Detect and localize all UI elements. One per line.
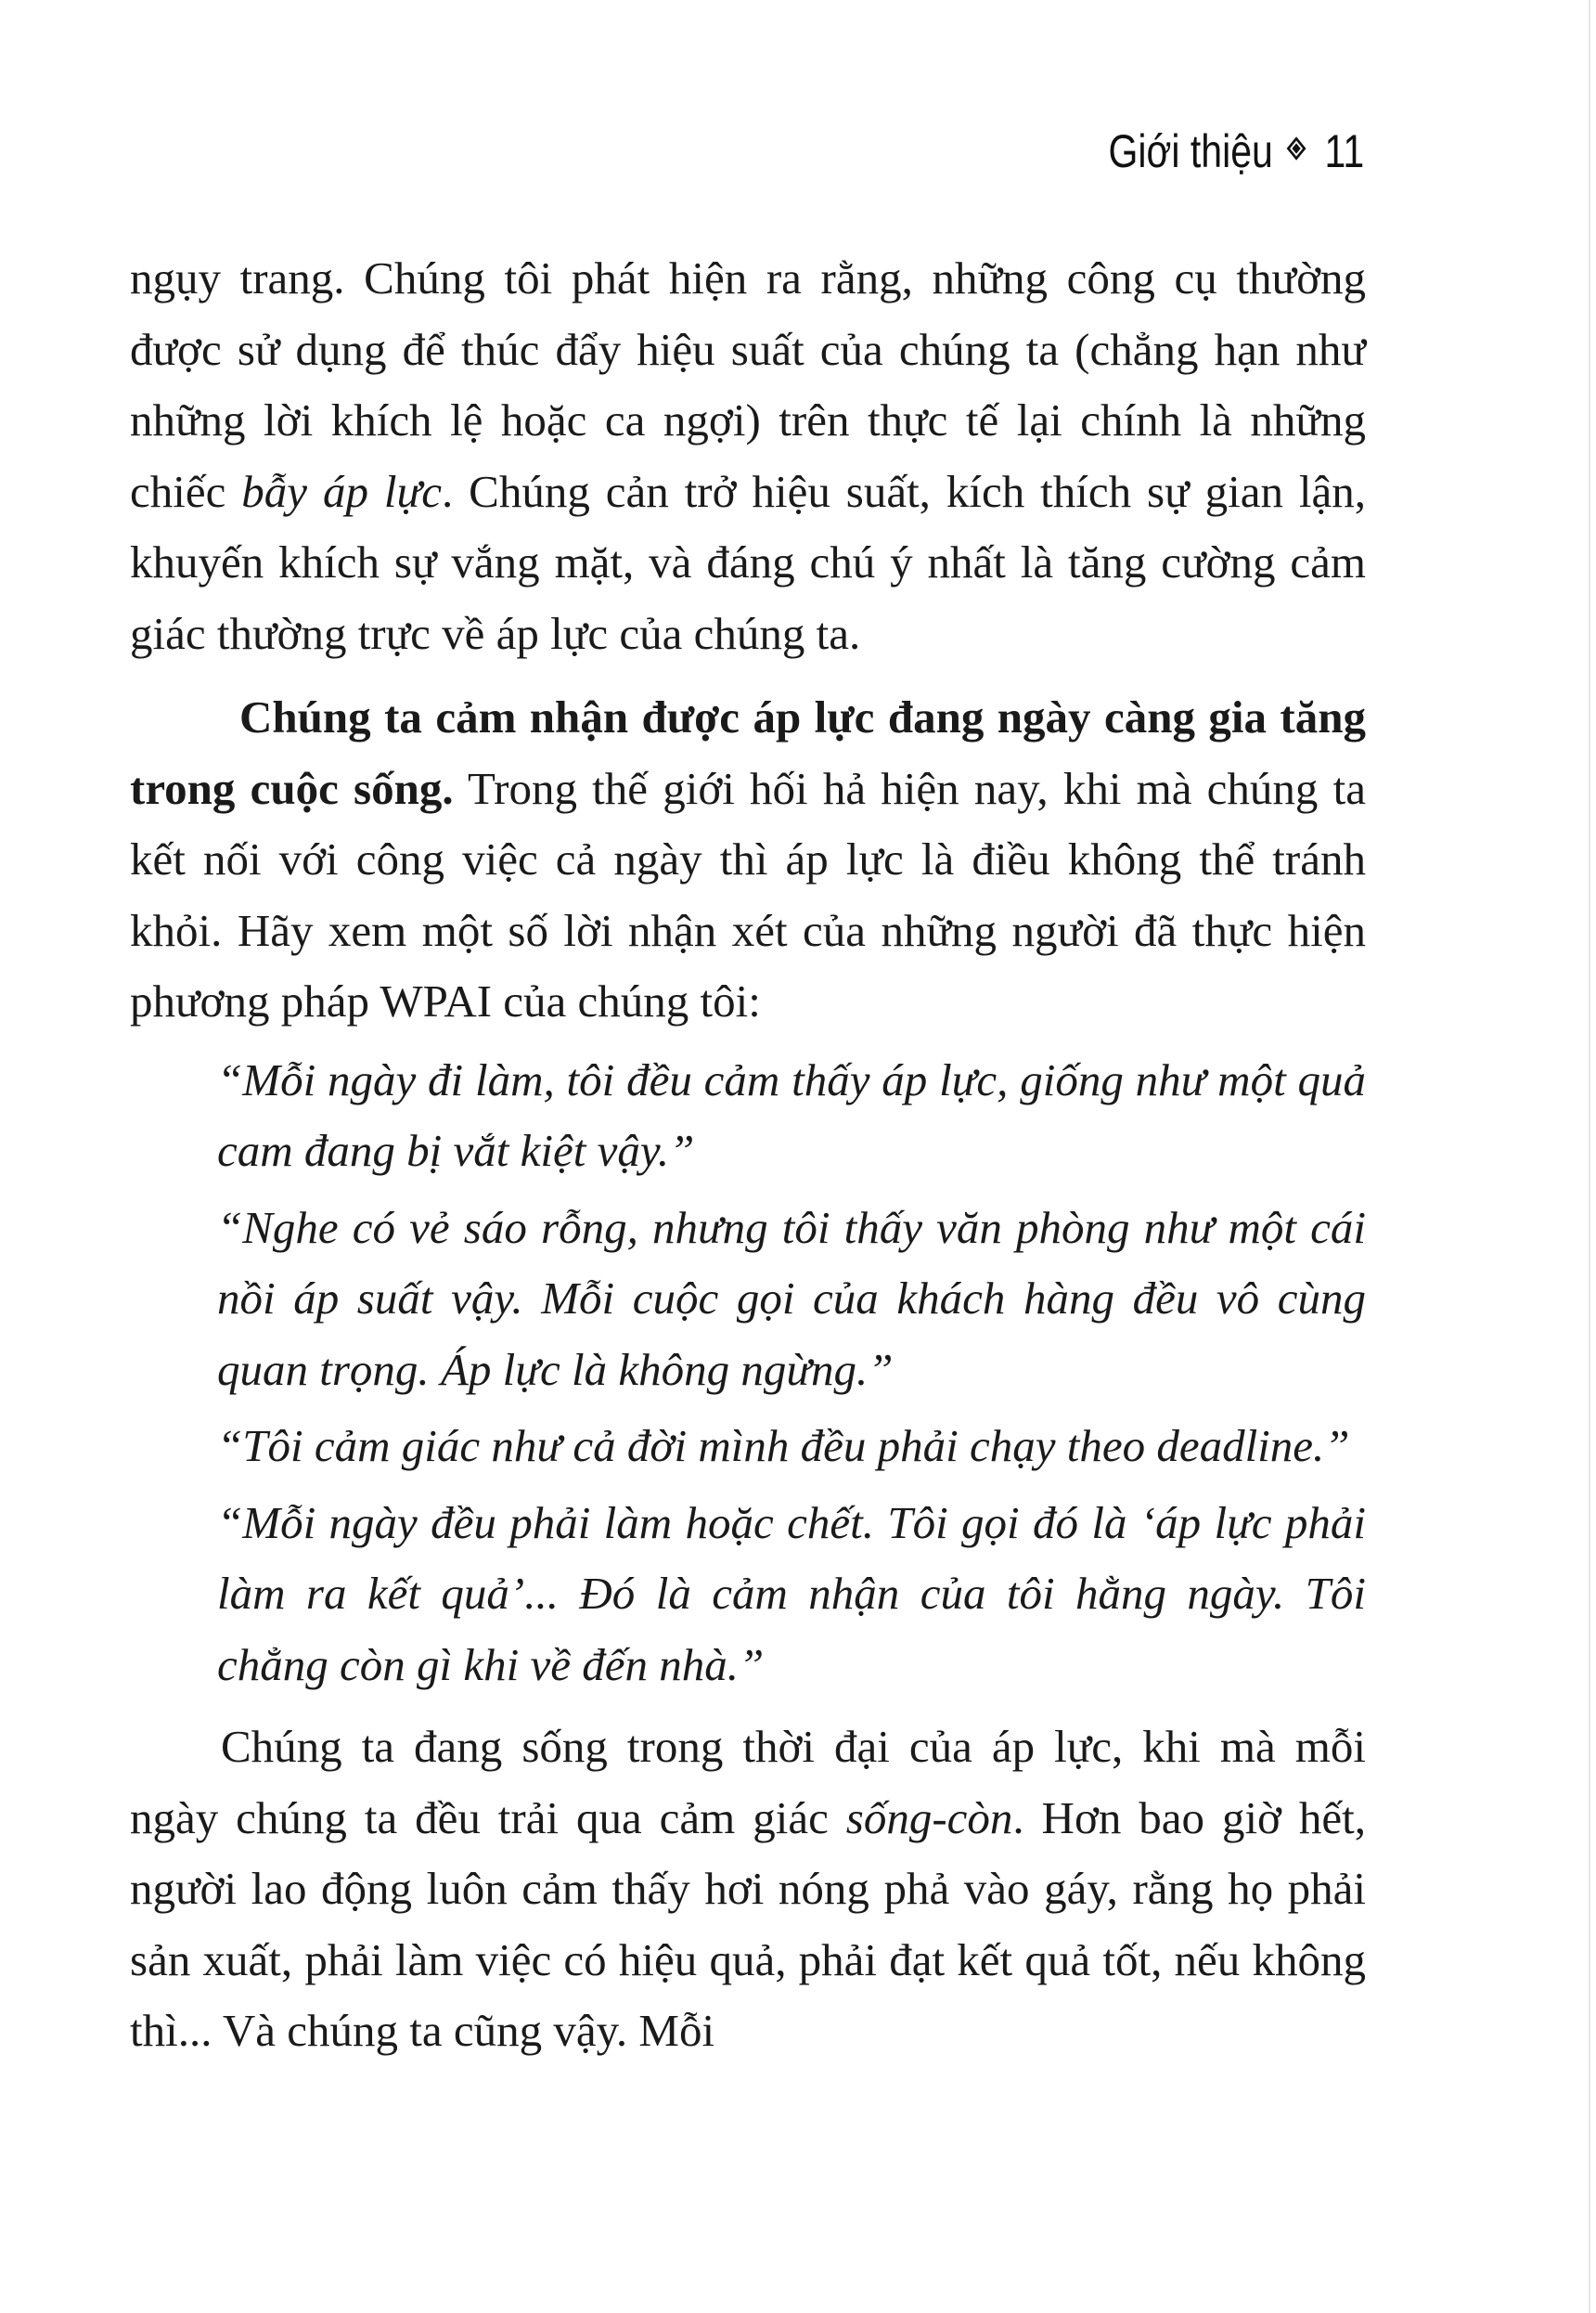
paragraph-3-text-a: Chúng ta đang sống trong thời đại của áp lực, khi mà mỗi ngày chúng ta đều trải qua cảm giác <box>130 1721 1366 1843</box>
paragraph-3 <box>130 1712 1366 2067</box>
paragraph-1 <box>130 243 1366 669</box>
quote-item: “Mỗi ngày đều phải làm hoặc chết. Tôi gọi đó là ‘áp lực phải làm ra kết quả’... Đó là cảm nhận của tôi hằng ngày. Tôi chẳng còn gì khi về đến nhà.” <box>217 1496 1366 1690</box>
quote-item: “Nghe có vẻ sáo rỗng, nhưng tôi thấy văn phòng như một cái nồi áp suất vậy. Mỗi cuộc gọi của khách hàng đều vô cùng quan trọng. Áp lực là không ngừng.” <box>217 1201 1366 1395</box>
section-title: Giới thiệu <box>1108 125 1273 177</box>
paragraph-3-emphasis: sống-còn <box>845 1791 1013 1843</box>
paragraph-1-text-a: ngụy trang. Chúng tôi phát hiện ra rằng, những công cụ thường được sử dụng để thúc đẩy hiệu suất của chúng ta (chẳng hạn như những lời khích lệ hoặc ca ngợi) trên thực tế lại chính là những chiếc <box>130 252 1366 517</box>
paragraph-3-text-b: . Hơn bao giờ hết, người lao động luôn cảm thấy hơi nóng phả vào gáy, rằng họ phải sản xuất, phải làm việc có hiệu quả, phải đạt kết quả tốt, nếu không thì... Và chúng ta cũng vậy. Mỗi <box>130 1791 1367 2056</box>
running-header <box>1108 119 1364 184</box>
paragraph-1-text-b: . Chúng cản trở hiệu suất, kích thích sự gian lận, khuyến khích sự vắng mặt, và đáng chú ý nhất là tăng cường cảm giác thường trực về áp lực của chúng ta. <box>130 465 1366 659</box>
quote-list <box>130 1045 1366 1701</box>
paragraph-2-bold-lead: Chúng ta cảm nhận được áp lực đang ngày càng gia tăng trong cuộc sống. <box>130 691 1366 814</box>
paragraph-2 <box>130 682 1366 1038</box>
body-text <box>130 243 1366 2067</box>
quote-item: “Mỗi ngày đi làm, tôi đều cảm thấy áp lực, giống như một quả cam đang bị vắt kiệt vậy.” <box>217 1053 1366 1176</box>
quote-item: “Tôi cảm giác như cả đời mình đều phải chạy theo deadline.” <box>217 1420 1350 1471</box>
diamond-icon <box>1290 140 1308 162</box>
paragraph-2-text: Trong thế giới hối hả hiện nay, khi mà chúng ta kết nối với công việc cả ngày thì áp lực là điều không thể tránh khỏi. Hãy xem một số lời nhận xét của những người đã thực hiện phương pháp WPAI của chúng tôi: <box>130 762 1366 1027</box>
page-edge-line <box>1589 0 1590 2313</box>
paragraph-1-emphasis: bẫy áp lực <box>241 465 442 517</box>
page-number: 11 <box>1324 125 1364 177</box>
